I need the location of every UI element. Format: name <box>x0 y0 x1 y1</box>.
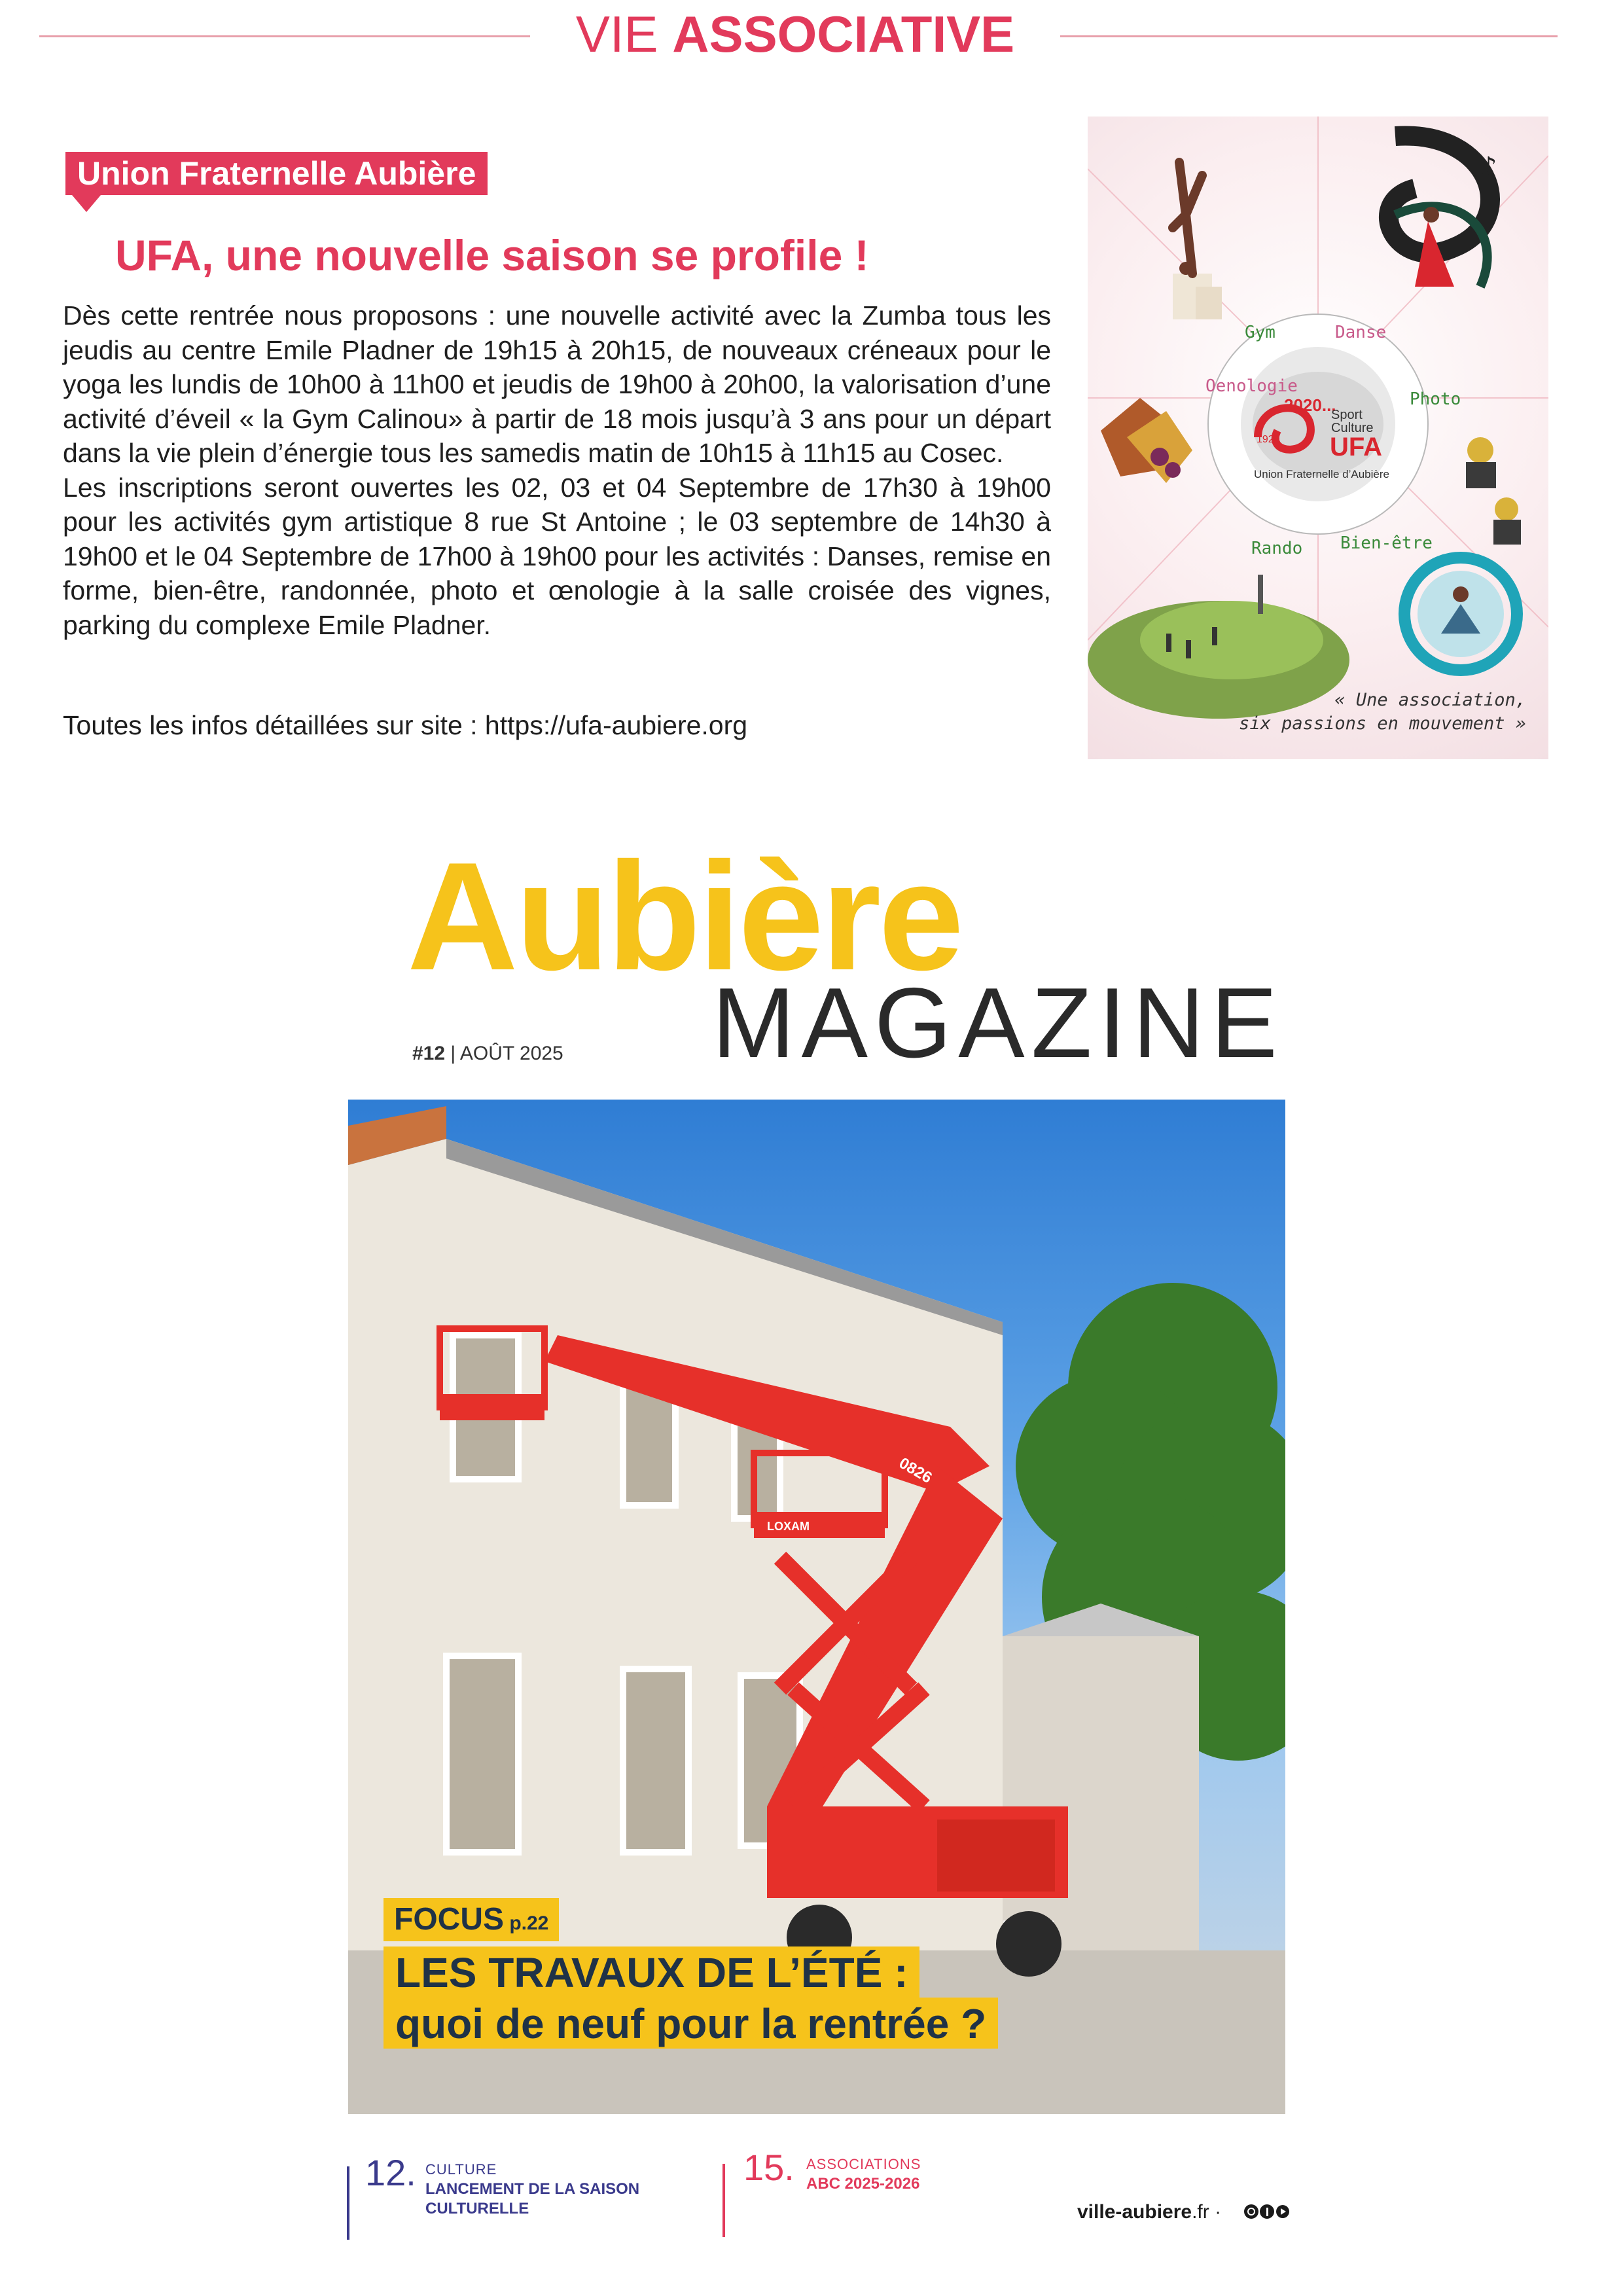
issue-date: AOÛT 2025 <box>459 1043 563 1064</box>
site-tld: .fr <box>1192 2201 1209 2223</box>
issue-info <box>412 1042 563 1066</box>
section-title-light: VIE <box>575 5 673 63</box>
dancer-figure <box>1389 135 1497 287</box>
social-icons <box>1243 2203 1289 2220</box>
gymnast-figure <box>1173 162 1222 319</box>
toc-number-1: 12. <box>365 2152 416 2193</box>
grape-leaves <box>1101 398 1192 483</box>
ring-word-oenologie: Oenologie <box>1205 376 1298 396</box>
instagram-icon[interactable] <box>1244 2204 1258 2219</box>
magazine-subtitle: MAGAZINE <box>712 967 1284 1079</box>
site-name: ville-aubiere <box>1077 2201 1192 2223</box>
toc-bar-2 <box>722 2164 725 2237</box>
article-body <box>63 298 1051 642</box>
logo-year: 2020... <box>1284 395 1336 415</box>
magazine-title: Aubière <box>407 830 961 1002</box>
logo-name: Union Fraternelle d’Aubière <box>1254 468 1389 480</box>
toc-item-2: ABC 2025-2026 <box>806 2175 920 2193</box>
association-tag: Union Fraternelle Aubière <box>65 152 488 195</box>
toc-category-2: ASSOCIATIONS <box>806 2156 921 2172</box>
ring-word-bien-etre: Bien-être <box>1340 533 1433 553</box>
poster-slogan <box>1199 689 1526 736</box>
ring-word-photo: Photo <box>1410 389 1461 409</box>
ring-word-gym: Gym <box>1245 323 1275 342</box>
tag-arrow-icon <box>72 195 101 212</box>
toc-item-1: LANCEMENT DE LA SAISON CULTURELLE <box>425 2180 640 2217</box>
ufa-poster <box>1088 117 1548 759</box>
section-title <box>537 0 1054 85</box>
ring-word-danse: Danse <box>1335 323 1387 342</box>
cover-headline-line-1: LES TRAVAUX DE L’ÉTÉ : <box>383 1946 919 1998</box>
article-infos: Toutes les infos détaillées sur site : https://ufa-aubiere.org <box>63 710 748 740</box>
toc-category-1: CULTURE <box>425 2161 497 2178</box>
ring-word-rando: Rando <box>1251 539 1303 558</box>
article-headline: UFA, une nouvelle saison se profile ! <box>115 231 869 279</box>
poster-artwork <box>1088 117 1548 759</box>
site-link[interactable] <box>1077 2200 1221 2224</box>
site-separator: · <box>1209 2201 1222 2223</box>
logo-sport: Sport <box>1331 408 1363 422</box>
logo-culture: Culture <box>1331 421 1374 435</box>
article-paragraph-1: Dès cette rentrée nous proposons : une nouvelle activité avec la Zumba tous les jeudis au centre Emile Pladner de 19h15 à 20h15, de nouveaux créneaux pour le yoga les lundis de 10h00 à 11h00 et jeudis de 19h00 à 20h00, la valorisation d’une activité d’éveil « la Gym Calinou» à partir de 18 mois jusqu’à 3 ans pour un départ dans la vie plein d’énergie tous les samedis matin de 10h15 à 11h15 au Cosec. <box>63 300 1051 468</box>
lift-brand-upper: LOXAM <box>767 1520 810 1533</box>
poster-slogan-line-2: six passions en mouvement » <box>1239 713 1526 734</box>
photographer-figures <box>1466 437 1521 545</box>
header-rule-right <box>1060 35 1558 37</box>
toc-bar-1 <box>347 2166 349 2240</box>
header-rule-left <box>39 35 530 37</box>
toc-number-2: 15. <box>743 2147 794 2188</box>
issue-separator: | <box>445 1043 460 1064</box>
focus-label <box>383 1898 559 1941</box>
cover-headline-line-2: quoi de neuf pour la rentrée ? <box>383 1998 998 2049</box>
focus-text: FOCUS <box>394 1902 504 1937</box>
side-building <box>1003 1636 1199 1950</box>
section-title-bold: ASSOCIATIVE <box>672 5 1015 63</box>
focus-page: p.22 <box>504 1912 549 1934</box>
poster-slogan-line-1: « Une association, <box>1334 690 1526 710</box>
yoga-scene <box>1404 558 1517 670</box>
logo-since: 1920 <box>1257 434 1280 445</box>
svg-text:♪: ♪ <box>1480 152 1497 182</box>
article-paragraph-2: Les inscriptions seront ouvertes les 02, 03 et 04 Septembre de 17h30 à 19h00 pour les activités gym artistique 8 rue St Antoine ; le 03 septembre de 14h30 à 19h00 et le 04 Septembre de 17h00 à 19h00 pour les activités : Danses, remise en forme, bien-être, randonnée, photo et œnologie à la salle croisée des vignes, parking du complexe Emile Pladner. <box>63 472 1051 640</box>
ufa-logo <box>1205 314 1461 558</box>
logo-ufa: UFA <box>1330 433 1382 461</box>
issue-number: #12 <box>412 1043 446 1064</box>
